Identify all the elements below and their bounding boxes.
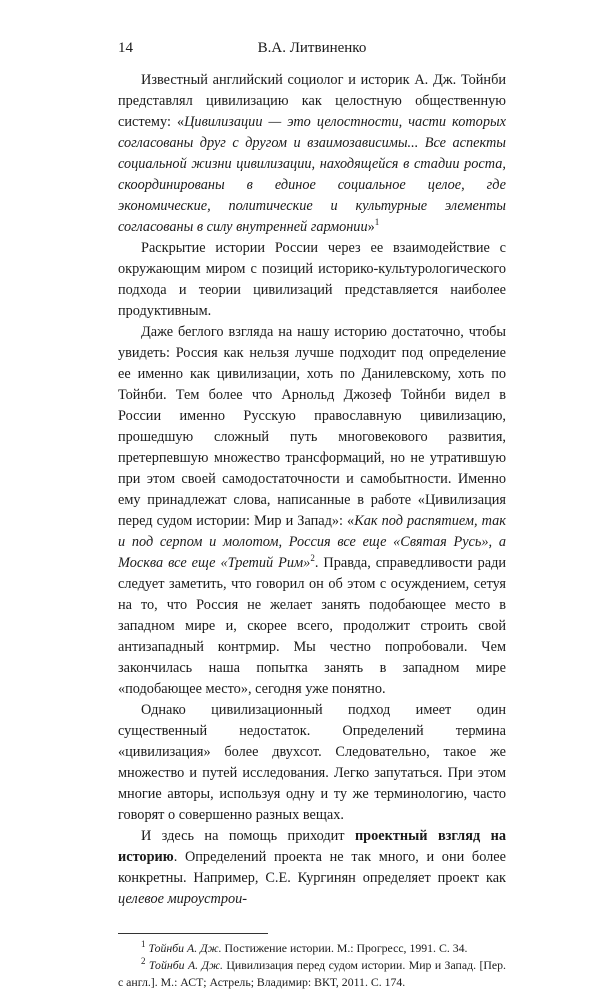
text-run: . Правда, справедливости ради следует заметить, что говорил он об этом с осуждением, сетуя на то, что Россия не желает занять подобающее место в западном мире и, скорее всего, продолжит строить свой антизападный контрмир. Мы честно попробовали. Чем закончилась наша попытка занять в западном мире «подобающее место», сегодня уже понятно. [118, 555, 506, 697]
page-header [118, 40, 506, 60]
text-run: Тойнби А. Дж. [148, 941, 222, 955]
footnote-ref: 1 [141, 939, 146, 950]
book-page [118, 40, 506, 991]
text-run: Тойнби А. Дж. [148, 958, 223, 972]
text-run: Раскрытие истории России через ее взаимодействие с окружающим миром с позиций историко-культурологического подхода и теории цивилизаций представляется наиболее продуктивным. [118, 240, 506, 319]
paragraph [118, 238, 506, 322]
text-run: Как под распятием, так и под серпом и молотом, Россия все еще «Святая Русь», а Москва все еще «Третий Рим» [118, 513, 506, 571]
text-run: целевое мироустрои- [118, 891, 248, 907]
paragraph [118, 826, 506, 910]
text-run: Однако цивилизационный подход имеет один существенный недостаток. Определений термина «цивилизация» более двухсот. Следовательно, такое же множество и путей исследования. Легко запутаться. При этом многие авторы, используя одну и ту же терминологию, часто говорят о совершенно разных вещах. [118, 702, 506, 823]
footnote [118, 957, 506, 991]
page-number: 14 [118, 40, 133, 56]
text-run: проектный взгляд на историю [118, 828, 506, 865]
footnote-ref: 2 [141, 956, 146, 967]
paragraph [118, 322, 506, 700]
text-run: » [367, 219, 375, 235]
body-text [118, 70, 506, 910]
footnote-ref: 1 [374, 217, 380, 228]
text-run: И здесь на помощь приходит [141, 828, 355, 844]
running-title: В.А. Литвиненко [257, 40, 367, 56]
text-run: Даже беглого взгляда на нашу историю достаточно, чтобы увидеть: Россия как нельзя лучше подходит под определение ее именно как цивилизации, хоть по Данилевскому, хоть по Тойнби. Тем более что Арнольд Джозеф Тойнби видел в России именно Русскую православную цивилизацию, прошедшую сложный путь многовекового развития, претерпевшую множество трансформаций, но не утратившую при этом своей самодостаточности и самобытности. Именно ему принадлежат слова, написанные в работе «Цивилизация перед судом истории: Мир и Запад»: « [118, 324, 506, 529]
text-run: Постижение истории. М.: Прогресс, 1991. С. 34. [221, 941, 468, 955]
text-run: . Определений проекта не так много, и они более конкретны. Например, С.Е. Кургинян определяет проект как [118, 849, 506, 886]
text-run: Цивилизации — это целостности, части которых согласованы друг с другом и взаимозависимы... Все аспекты социальной жизни цивилизации, находящейся в стадии роста, скоординированы в единое социальное целое, где экономические, политические и культурные элементы согласованы в силу внутренней гармонии [118, 114, 506, 235]
paragraph [118, 700, 506, 826]
footnote [118, 940, 506, 957]
text-run: Цивилизация перед судом истории. Мир и Запад. [Пер. с англ.]. М.: АСТ; Астрель; Владимир: ВКТ, 2011. С. 174. [118, 958, 506, 989]
footnotes [118, 940, 506, 991]
footnote-ref: 2 [310, 553, 315, 564]
text-run: Известный английский социолог и историк А. Дж. Тойнби представлял цивилизацию как целостную общественную систему: « [118, 72, 506, 130]
paragraph [118, 70, 506, 238]
